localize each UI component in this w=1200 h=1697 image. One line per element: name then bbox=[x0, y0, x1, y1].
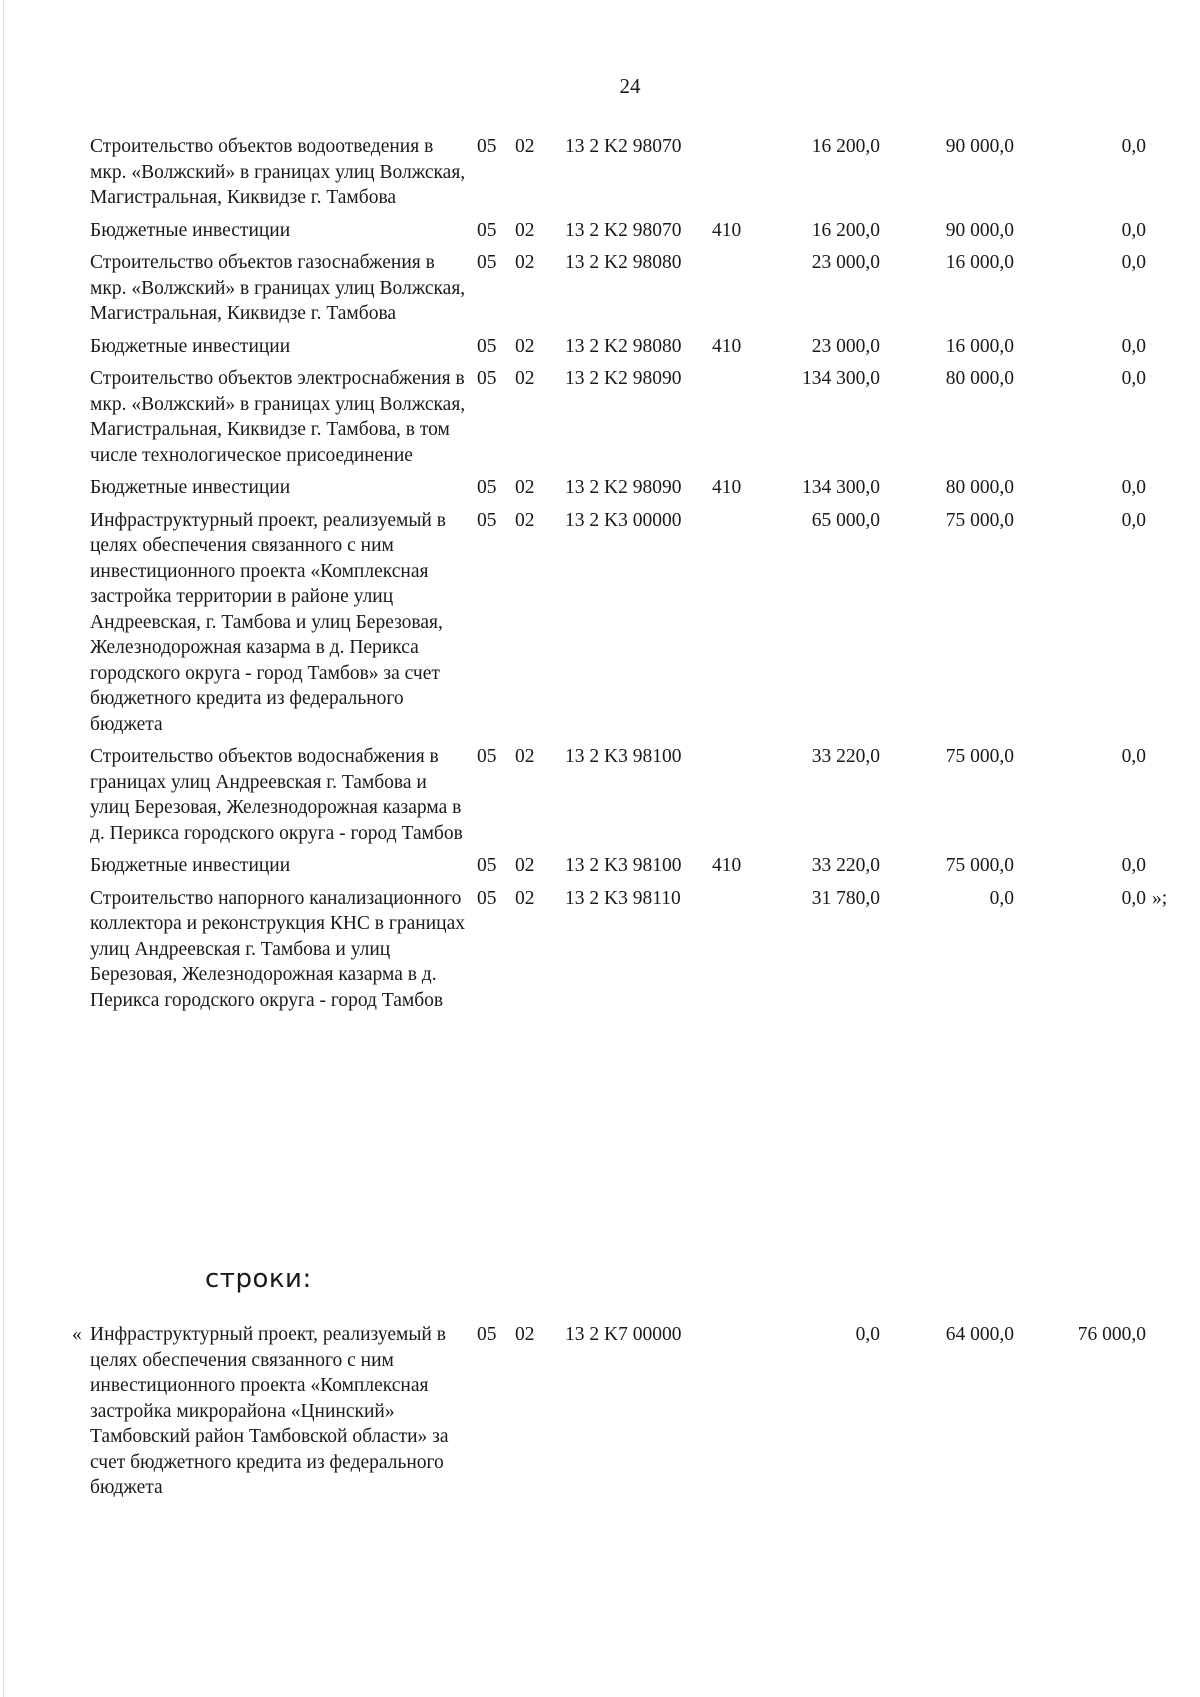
row-description: Бюджетные инвестиции bbox=[90, 855, 291, 876]
amount-year-3: 0,0 bbox=[1121, 887, 1146, 909]
expense-type-code: 410 bbox=[712, 855, 742, 876]
expense-type-code: 410 bbox=[712, 477, 742, 498]
amount-year-1: 134 300,0 bbox=[802, 368, 880, 389]
amount-year-2: 64 000,0 bbox=[945, 1324, 1014, 1345]
amount-year-2: 75 000,0 bbox=[945, 509, 1014, 531]
section-code: 05 bbox=[477, 477, 497, 498]
row-description: Строительство объектов электроснабжения в мкр. «Волжский» в границах улиц Волжская, Магистральная, Киквидзе г. Тамбова, в том числе технологическое присоединение bbox=[90, 368, 466, 466]
target-article-code: 13 2 K2 98090 bbox=[565, 477, 682, 498]
amount-year-1: 65 000,0 bbox=[811, 509, 880, 531]
row-description: Инфраструктурный проект, реализуемый в целях обеспечения связанного с ним инвестиционного проекта «Комплексная застройка территории в районе улиц Андреевская, г. Тамбова и улиц Березовая, Железнодорожная казарма в д. Перикса городского округа - город Тамбов» за счет бюджетного кредита из федерального бюджета bbox=[90, 509, 446, 735]
amount-year-3: 0,0 bbox=[1121, 855, 1146, 876]
section-code: 05 bbox=[477, 219, 497, 241]
section-code: 05 bbox=[477, 887, 497, 909]
closing-quote: »; bbox=[1152, 887, 1168, 909]
opening-quote: « bbox=[72, 1324, 82, 1345]
row-description: Бюджетные инвестиции bbox=[90, 219, 291, 241]
subsection-code: 02 bbox=[515, 887, 535, 909]
table-row bbox=[0, 886, 1200, 1014]
amount-year-2: 80 000,0 bbox=[945, 477, 1014, 498]
section-code: 05 bbox=[477, 136, 497, 157]
budget-table-new-rows bbox=[0, 1322, 1200, 1501]
row-description: Бюджетные инвестиции bbox=[90, 477, 291, 498]
amount-year-3: 0,0 bbox=[1121, 335, 1146, 357]
section-label: строки: bbox=[205, 1264, 312, 1294]
amount-year-1: 0,0 bbox=[855, 1324, 880, 1345]
row-description: Строительство объектов водоотведения в мкр. «Волжский» в границах улиц Волжская, Магистральная, Киквидзе г. Тамбова bbox=[90, 136, 466, 208]
section-code: 05 bbox=[477, 335, 497, 357]
subsection-code: 02 bbox=[515, 136, 535, 157]
table-row bbox=[0, 134, 1200, 211]
table-row bbox=[0, 366, 1200, 468]
amount-year-1: 16 200,0 bbox=[811, 219, 880, 241]
target-article-code: 13 2 K3 98100 bbox=[565, 855, 682, 876]
table-row bbox=[0, 1322, 1200, 1501]
row-description: Строительство объектов газоснабжения в мкр. «Волжский» в границах улиц Волжская, Магистральная, Киквидзе г. Тамбова bbox=[90, 252, 466, 324]
subsection-code: 02 bbox=[515, 368, 535, 389]
target-article-code: 13 2 K2 98080 bbox=[565, 252, 682, 273]
expense-type-code: 410 bbox=[712, 335, 742, 357]
target-article-code: 13 2 K2 98070 bbox=[565, 219, 682, 241]
amount-year-3: 0,0 bbox=[1121, 219, 1146, 241]
amount-year-3: 0,0 bbox=[1121, 509, 1146, 531]
subsection-code: 02 bbox=[515, 1324, 535, 1345]
amount-year-1: 23 000,0 bbox=[811, 335, 880, 357]
subsection-code: 02 bbox=[515, 335, 535, 357]
amount-year-2: 75 000,0 bbox=[945, 855, 1014, 876]
amount-year-3: 76 000,0 bbox=[1077, 1324, 1146, 1345]
amount-year-2: 90 000,0 bbox=[945, 136, 1014, 157]
target-article-code: 13 2 K3 00000 bbox=[565, 509, 682, 531]
table-row bbox=[0, 508, 1200, 738]
amount-year-1: 31 780,0 bbox=[811, 887, 880, 909]
target-article-code: 13 2 K7 00000 bbox=[565, 1324, 682, 1345]
table-row bbox=[0, 250, 1200, 327]
table-row bbox=[0, 475, 1200, 501]
row-description: Бюджетные инвестиции bbox=[90, 335, 291, 357]
target-article-code: 13 2 K3 98100 bbox=[565, 746, 682, 767]
section-code: 05 bbox=[477, 1324, 497, 1345]
page-number: 24 bbox=[619, 74, 641, 98]
row-description: Строительство напорного канализационного коллектора и реконструкция КНС в границах улиц Андреевская г. Тамбова и улиц Березовая, Железнодорожная казарма в д. Перикса городского округа - город Тамбов bbox=[90, 887, 466, 1011]
subsection-code: 02 bbox=[515, 219, 535, 241]
amount-year-1: 16 200,0 bbox=[811, 136, 880, 157]
amount-year-3: 0,0 bbox=[1121, 136, 1146, 157]
subsection-code: 02 bbox=[515, 746, 535, 767]
amount-year-1: 23 000,0 bbox=[811, 252, 880, 273]
amount-year-1: 33 220,0 bbox=[811, 746, 880, 767]
table-row bbox=[0, 744, 1200, 846]
target-article-code: 13 2 K2 98090 bbox=[565, 368, 682, 389]
amount-year-3: 0,0 bbox=[1121, 477, 1146, 498]
subsection-code: 02 bbox=[515, 855, 535, 876]
amount-year-3: 0,0 bbox=[1121, 746, 1146, 767]
amount-year-3: 0,0 bbox=[1121, 252, 1146, 273]
row-description: Строительство объектов водоснабжения в границах улиц Андреевская г. Тамбова и улиц Березовая, Железнодорожная казарма в д. Перикса городского округа - город Тамбов bbox=[90, 746, 463, 844]
amount-year-2: 80 000,0 bbox=[945, 368, 1014, 389]
amount-year-2: 90 000,0 bbox=[945, 219, 1014, 241]
subsection-code: 02 bbox=[515, 477, 535, 498]
amount-year-2: 16 000,0 bbox=[945, 252, 1014, 273]
section-code: 05 bbox=[477, 509, 497, 531]
table-row bbox=[0, 334, 1200, 360]
table-row bbox=[0, 218, 1200, 244]
section-code: 05 bbox=[477, 855, 497, 876]
budget-table bbox=[0, 134, 1200, 1013]
section-code: 05 bbox=[477, 368, 497, 389]
subsection-code: 02 bbox=[515, 252, 535, 273]
target-article-code: 13 2 K2 98070 bbox=[565, 136, 682, 157]
amount-year-2: 75 000,0 bbox=[945, 746, 1014, 767]
row-description: Инфраструктурный проект, реализуемый в целях обеспечения связанного с ним инвестиционного проекта «Комплексная застройка микрорайона «Цнинский» Тамбовский район Тамбовской области» за счет бюджетного кредита из федерального бюджета bbox=[90, 1324, 449, 1498]
target-article-code: 13 2 K2 98080 bbox=[565, 335, 682, 357]
amount-year-2: 0,0 bbox=[989, 887, 1014, 909]
expense-type-code: 410 bbox=[712, 219, 742, 241]
amount-year-3: 0,0 bbox=[1121, 368, 1146, 389]
section-code: 05 bbox=[477, 252, 497, 273]
table-row bbox=[0, 853, 1200, 879]
amount-year-2: 16 000,0 bbox=[945, 335, 1014, 357]
target-article-code: 13 2 K3 98110 bbox=[565, 887, 681, 909]
subsection-code: 02 bbox=[515, 509, 535, 531]
amount-year-1: 33 220,0 bbox=[811, 855, 880, 876]
section-code: 05 bbox=[477, 746, 497, 767]
amount-year-1: 134 300,0 bbox=[802, 477, 880, 498]
